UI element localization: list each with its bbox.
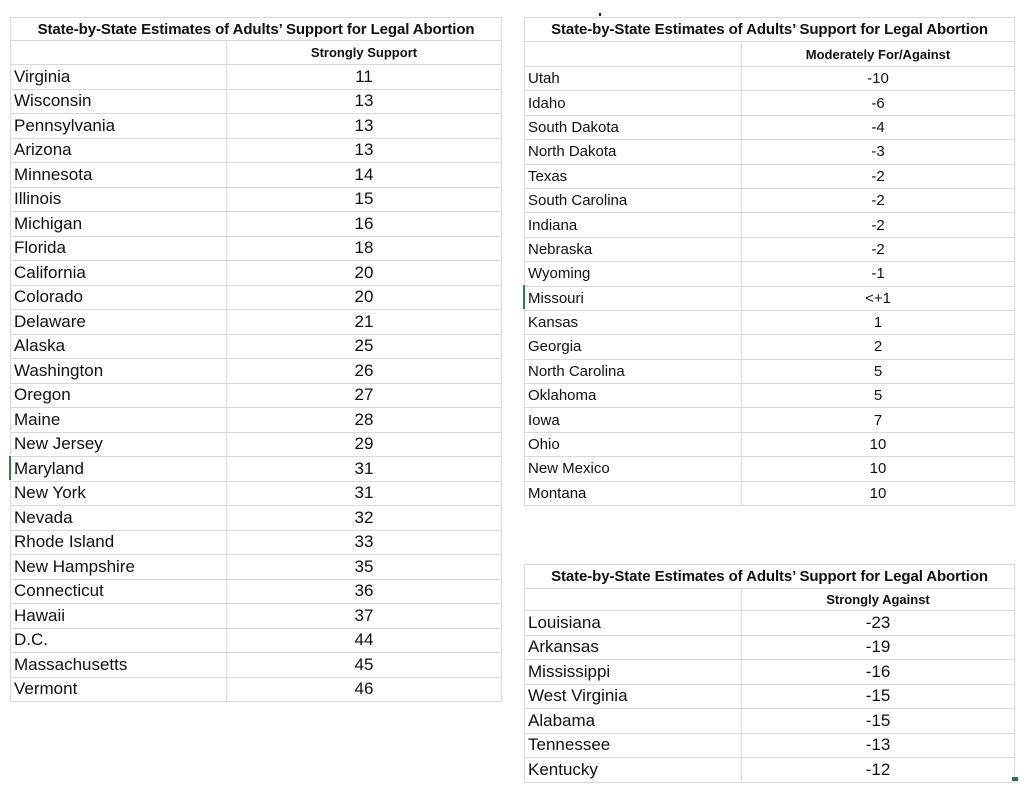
fill-handle[interactable] — [1012, 777, 1018, 781]
state-cell[interactable]: New Mexico — [525, 457, 742, 481]
column-header-strongly-against[interactable]: Strongly Against — [742, 589, 1015, 611]
table-row — [11, 65, 502, 90]
value-cell[interactable]: 5 — [742, 384, 1015, 408]
strongly-support-table — [10, 17, 502, 702]
state-cell[interactable]: New Jersey — [11, 432, 227, 457]
table-row — [525, 262, 1015, 286]
table-row — [525, 115, 1015, 139]
value-cell[interactable]: 15 — [227, 187, 502, 212]
value-cell[interactable]: -6 — [742, 91, 1015, 115]
state-cell[interactable]: New York — [11, 481, 227, 506]
state-cell[interactable]: South Dakota — [525, 115, 742, 139]
value-cell[interactable]: -12 — [742, 758, 1015, 783]
table-row — [11, 506, 502, 531]
value-cell[interactable]: -2 — [742, 237, 1015, 261]
state-cell[interactable]: Maine — [11, 408, 227, 433]
state-cell[interactable]: Minnesota — [11, 163, 227, 188]
state-cell[interactable]: West Virginia — [525, 684, 742, 709]
table-row — [11, 604, 502, 629]
state-column-header[interactable] — [525, 42, 742, 67]
table-row — [11, 653, 502, 678]
table-row — [11, 481, 502, 506]
value-cell[interactable]: 14 — [227, 163, 502, 188]
state-cell[interactable]: Wyoming — [525, 262, 742, 286]
table-row — [525, 67, 1015, 91]
value-cell[interactable]: 20 — [227, 261, 502, 286]
table-title[interactable]: State-by-State Estimates of Adults’ Support for Legal Abortion — [525, 18, 1015, 42]
value-cell[interactable]: 13 — [227, 89, 502, 114]
state-cell[interactable]: Ohio — [525, 432, 742, 456]
value-cell[interactable]: 5 — [742, 359, 1015, 383]
state-cell[interactable]: Massachusetts — [11, 653, 227, 678]
table-row — [525, 758, 1015, 783]
table-row — [11, 432, 502, 457]
table-row — [525, 432, 1015, 456]
value-cell[interactable]: 1 — [742, 310, 1015, 334]
table-title[interactable]: State-by-State Estimates of Adults’ Support for Legal Abortion — [525, 565, 1015, 589]
value-cell[interactable]: 31 — [227, 457, 502, 482]
state-cell[interactable]: Arkansas — [525, 635, 742, 660]
table-row — [525, 684, 1015, 709]
state-column-header[interactable] — [11, 41, 227, 65]
value-cell[interactable]: 20 — [227, 285, 502, 310]
moderately-for-against-table — [524, 17, 1015, 506]
state-cell[interactable]: Texas — [525, 164, 742, 188]
table-row — [11, 212, 502, 237]
value-cell[interactable]: -1 — [742, 262, 1015, 286]
table-row — [11, 530, 502, 555]
state-cell[interactable]: Tennessee — [525, 733, 742, 758]
state-cell[interactable]: D.C. — [11, 628, 227, 653]
table-row — [11, 163, 502, 188]
value-cell[interactable]: 45 — [227, 653, 502, 678]
state-cell[interactable]: Florida — [11, 236, 227, 261]
value-cell[interactable]: 13 — [227, 138, 502, 163]
stray-mark — [599, 13, 601, 16]
table-row — [11, 187, 502, 212]
value-cell[interactable]: 10 — [742, 457, 1015, 481]
state-cell[interactable]: Missouri — [525, 286, 742, 310]
state-cell[interactable]: Colorado — [11, 285, 227, 310]
table-row — [11, 359, 502, 384]
state-cell[interactable]: Delaware — [11, 310, 227, 335]
state-cell[interactable]: Vermont — [11, 677, 227, 702]
state-cell[interactable]: Arizona — [11, 138, 227, 163]
table-row — [525, 286, 1015, 310]
value-cell[interactable]: 11 — [227, 65, 502, 90]
state-cell[interactable]: Alaska — [11, 334, 227, 359]
state-cell[interactable]: Connecticut — [11, 579, 227, 604]
value-cell[interactable]: 10 — [742, 432, 1015, 456]
table-row — [525, 164, 1015, 188]
state-cell[interactable]: Rhode Island — [11, 530, 227, 555]
state-cell[interactable]: Utah — [525, 67, 742, 91]
state-cell[interactable]: Oregon — [11, 383, 227, 408]
state-cell[interactable]: Kentucky — [525, 758, 742, 783]
value-cell[interactable]: 37 — [227, 604, 502, 629]
state-cell[interactable]: Kansas — [525, 310, 742, 334]
value-cell[interactable]: 26 — [227, 359, 502, 384]
value-cell[interactable]: 31 — [227, 481, 502, 506]
table-row — [11, 628, 502, 653]
value-cell[interactable]: 33 — [227, 530, 502, 555]
table-row — [525, 310, 1015, 334]
value-cell[interactable]: -2 — [742, 213, 1015, 237]
state-cell[interactable]: Iowa — [525, 408, 742, 432]
value-cell[interactable]: 16 — [227, 212, 502, 237]
column-header-moderately[interactable]: Moderately For/Against — [742, 42, 1015, 67]
table-row — [525, 408, 1015, 432]
state-cell[interactable]: Nevada — [11, 506, 227, 531]
state-cell[interactable]: Alabama — [525, 709, 742, 734]
state-cell[interactable]: New Hampshire — [11, 555, 227, 580]
value-cell[interactable]: 27 — [227, 383, 502, 408]
table-row — [11, 285, 502, 310]
value-cell[interactable]: 18 — [227, 236, 502, 261]
state-cell[interactable]: Michigan — [11, 212, 227, 237]
table-row — [525, 91, 1015, 115]
value-cell[interactable]: -16 — [742, 660, 1015, 685]
state-cell[interactable]: North Carolina — [525, 359, 742, 383]
value-cell[interactable]: 46 — [227, 677, 502, 702]
table-row — [11, 383, 502, 408]
table-row — [11, 236, 502, 261]
value-cell[interactable]: -23 — [742, 611, 1015, 636]
value-cell[interactable]: 36 — [227, 579, 502, 604]
value-cell[interactable]: -19 — [742, 635, 1015, 660]
table-row — [11, 261, 502, 286]
value-cell[interactable]: 44 — [227, 628, 502, 653]
value-cell[interactable]: 21 — [227, 310, 502, 335]
value-cell[interactable]: -15 — [742, 709, 1015, 734]
table-title[interactable]: State-by-State Estimates of Adults’ Support for Legal Abortion — [11, 18, 502, 41]
value-cell[interactable]: -13 — [742, 733, 1015, 758]
state-cell[interactable]: Maryland — [11, 457, 227, 482]
value-cell[interactable]: <+1 — [742, 286, 1015, 310]
state-cell[interactable]: Montana — [525, 481, 742, 505]
table-row — [11, 555, 502, 580]
state-cell[interactable]: Wisconsin — [11, 89, 227, 114]
value-cell[interactable]: -2 — [742, 188, 1015, 212]
value-cell[interactable]: 10 — [742, 481, 1015, 505]
state-cell[interactable]: California — [11, 261, 227, 286]
value-cell[interactable]: -4 — [742, 115, 1015, 139]
table-row — [525, 384, 1015, 408]
table-row — [11, 677, 502, 702]
column-header-strongly-support[interactable]: Strongly Support — [227, 41, 502, 65]
state-cell[interactable]: Oklahoma — [525, 384, 742, 408]
state-cell[interactable]: Washington — [11, 359, 227, 384]
value-cell[interactable]: -2 — [742, 164, 1015, 188]
value-cell[interactable]: 2 — [742, 335, 1015, 359]
table-row — [525, 457, 1015, 481]
value-cell[interactable]: 25 — [227, 334, 502, 359]
table-row — [11, 138, 502, 163]
table-row — [525, 481, 1015, 505]
table-row — [525, 335, 1015, 359]
table-row — [525, 213, 1015, 237]
value-cell[interactable]: -3 — [742, 140, 1015, 164]
state-cell[interactable]: South Carolina — [525, 188, 742, 212]
state-column-header[interactable] — [525, 589, 742, 611]
value-cell[interactable]: -10 — [742, 67, 1015, 91]
table-row — [11, 408, 502, 433]
table-row — [11, 579, 502, 604]
value-cell[interactable]: 35 — [227, 555, 502, 580]
state-cell[interactable]: Pennsylvania — [11, 114, 227, 139]
table-row — [525, 237, 1015, 261]
table-row — [11, 334, 502, 359]
table-row — [525, 611, 1015, 636]
table-row — [11, 114, 502, 139]
strongly-against-table — [524, 564, 1015, 783]
table-row — [525, 359, 1015, 383]
state-cell[interactable]: Virginia — [11, 65, 227, 90]
table-row — [11, 89, 502, 114]
cell-selection-indicator-maryland — [9, 456, 11, 480]
value-cell[interactable]: -15 — [742, 684, 1015, 709]
table-row — [11, 310, 502, 335]
state-cell[interactable]: North Dakota — [525, 140, 742, 164]
table-row — [525, 140, 1015, 164]
state-cell[interactable]: Georgia — [525, 335, 742, 359]
value-cell[interactable]: 7 — [742, 408, 1015, 432]
value-cell[interactable]: 29 — [227, 432, 502, 457]
table-row — [525, 188, 1015, 212]
table-row — [525, 709, 1015, 734]
table-row — [525, 733, 1015, 758]
state-cell[interactable]: Nebraska — [525, 237, 742, 261]
value-cell[interactable]: 32 — [227, 506, 502, 531]
value-cell[interactable]: 28 — [227, 408, 502, 433]
value-cell[interactable]: 13 — [227, 114, 502, 139]
state-cell[interactable]: Indiana — [525, 213, 742, 237]
table-row — [525, 660, 1015, 685]
table-row — [11, 457, 502, 482]
state-cell[interactable]: Mississippi — [525, 660, 742, 685]
state-cell[interactable]: Idaho — [525, 91, 742, 115]
state-cell[interactable]: Illinois — [11, 187, 227, 212]
state-cell[interactable]: Louisiana — [525, 611, 742, 636]
cell-selection-indicator-missouri — [523, 285, 525, 309]
table-row — [525, 635, 1015, 660]
state-cell[interactable]: Hawaii — [11, 604, 227, 629]
